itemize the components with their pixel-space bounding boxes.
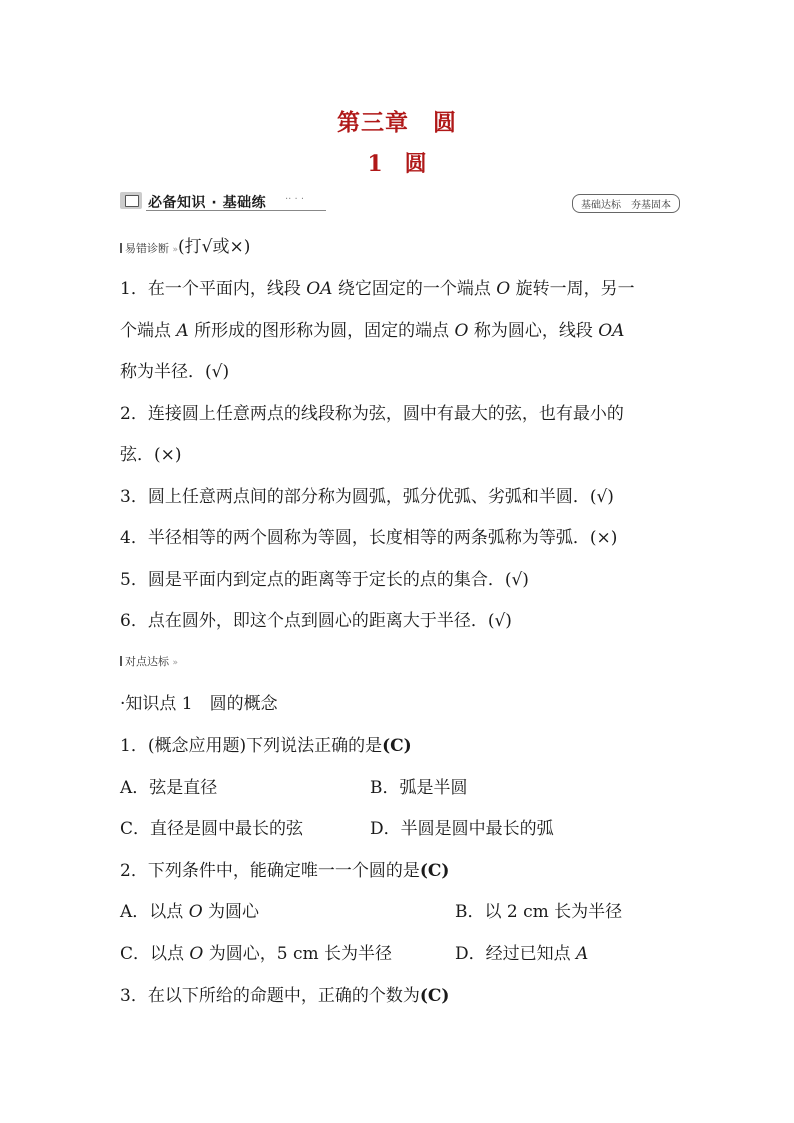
banner-underline — [146, 210, 326, 211]
judgment-4: 4．半径相等的两个圆称为等圆，长度相等的两条弧称为等弧．(×) — [120, 528, 618, 548]
judgment-1-line-1: 1．在一个平面内，线段 OA 绕它固定的一个端点 O 旋转一周，另一 — [120, 279, 635, 299]
q2-option-c: C．以点 O 为圆心，5 cm 长为半径 — [120, 944, 393, 964]
diagnosis-tag: 易错诊断 » — [120, 242, 178, 255]
question-1-answer: (C) — [382, 736, 412, 756]
chapter-title: 第三章 圆 — [337, 109, 457, 136]
knowledge-banner — [120, 190, 680, 214]
q2-option-d: D．经过已知点 A — [455, 944, 589, 964]
q1-option-a: A．弦是直径 — [120, 778, 218, 798]
banner-badge: 基础达标 夯基固本 — [572, 194, 680, 213]
book-icon — [120, 192, 142, 209]
practice-heading — [120, 650, 178, 670]
judgment-5: 5．圆是平面内到定点的距离等于定长的点的集合．(√) — [120, 570, 529, 590]
judgment-1-line-2: 个端点 A 所形成的图形称为圆，固定的端点 O 称为圆心，线段 OA — [120, 321, 625, 341]
question-3-stem: 3．在以下所给的命题中，正确的个数为(C) — [120, 986, 450, 1006]
judgment-2-line-2: 弦．(×) — [120, 445, 182, 465]
judgment-3: 3．圆上任意两点间的部分称为圆弧，弧分优弧、劣弧和半圆．(√) — [120, 487, 614, 507]
q2-option-b: B．以 2 cm 长为半径 — [455, 902, 623, 922]
q1-option-b: B．弧是半圆 — [370, 778, 468, 798]
question-2-answer: (C) — [419, 861, 450, 881]
judgment-6: 6．点在圆外，即这个点到圆心的距离大于半径．(√) — [120, 611, 512, 631]
practice-tag: 对点达标 » — [120, 655, 178, 668]
banner-dots: ·· · · — [285, 194, 305, 205]
q1-option-c: C．直径是圆中最长的弦 — [120, 819, 304, 839]
question-3-answer: (C) — [419, 986, 450, 1006]
judgment-1-line-3: 称为半径．(√) — [120, 362, 230, 382]
section-title: 1 圆 — [367, 151, 427, 177]
q2-option-a: A．以点 O 为圆心 — [120, 902, 260, 922]
question-1-stem: 1．(概念应用题)下列说法正确的是(C) — [120, 736, 412, 756]
q1-option-d: D．半圆是圆中最长的弧 — [370, 819, 554, 839]
diagnosis-hint: (打√或×) — [178, 237, 251, 257]
judgment-2-line-1: 2．连接圆上任意两点的线段称为弦，圆中有最大的弦，也有最小的 — [120, 404, 624, 424]
question-2-stem: 2．下列条件中，能确定唯一一个圆的是(C) — [120, 861, 450, 881]
banner-title: 必备知识 · 基础练 — [148, 195, 267, 211]
diagnosis-heading — [120, 232, 250, 257]
knowledge-point: ·知识点 1 圆的概念 — [120, 694, 278, 714]
